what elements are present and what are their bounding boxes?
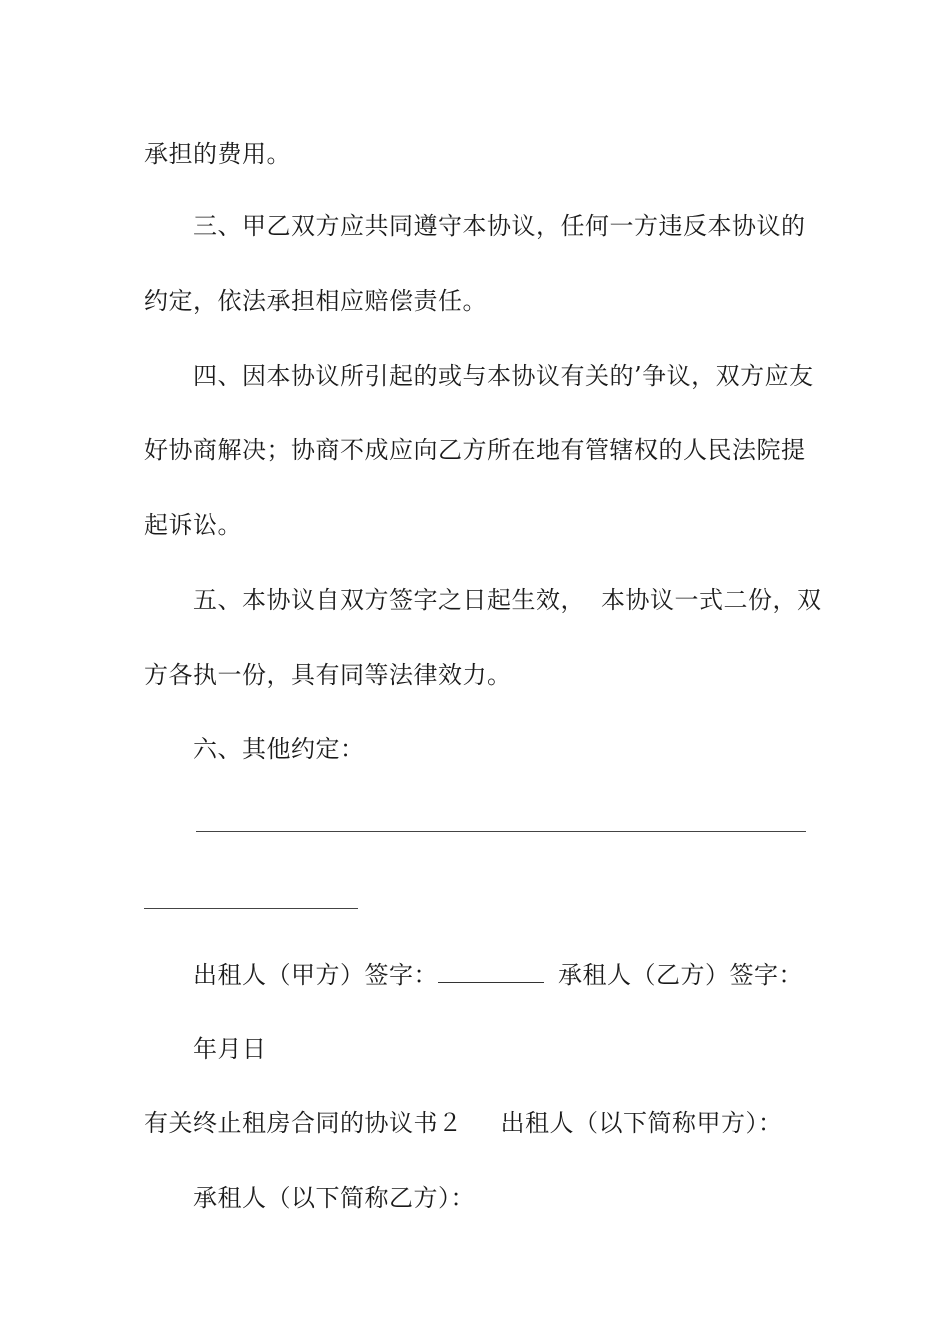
doc2-lessee-label: 承租人（以下简称乙方）： [193,1184,475,1212]
lessor-signature-blank [438,958,544,983]
lessee-signature-label: 承租人（乙方）签字： [558,961,803,989]
doc2-title: 有关终止租房合同的协议书２ [144,1109,463,1137]
clause-five-part2: 本协议一式二份，双 [601,586,822,614]
clause-three-line: 三、甲乙双方应共同遵守本协议，任何一方违反本协议的 [193,212,806,240]
clause-four-continuation: 好协商解决；协商不成应向乙方所在地有管辖权的人民法院提 [144,436,806,464]
clause-four-end: 起诉讼。 [144,511,242,539]
clause-five-line [193,584,822,616]
doc2-lessor-label: 出租人（以下简称甲方）： [500,1109,783,1137]
clause-five-part1: 五、本协议自双方签字之日起生效， [193,586,585,614]
fill-in-rule [196,831,806,832]
signature-line [193,958,803,991]
lessor-signature-label: 出租人（甲方）签字： [193,961,438,989]
clause-four-line: 四、因本协议所引起的或与本协议有关的’争议，双方应友 [193,362,814,390]
doc2-heading-line [144,1107,783,1139]
fill-in-rule-short [144,908,358,909]
date-line: 年月日 [193,1035,267,1063]
clause-three-continuation: 约定，依法承担相应赔偿责任。 [144,287,487,315]
paragraph-line: 承担的费用。 [144,140,291,168]
clause-six-line: 六、其他约定： [193,735,365,763]
clause-five-continuation: 方各执一份，具有同等法律效力。 [144,661,512,689]
